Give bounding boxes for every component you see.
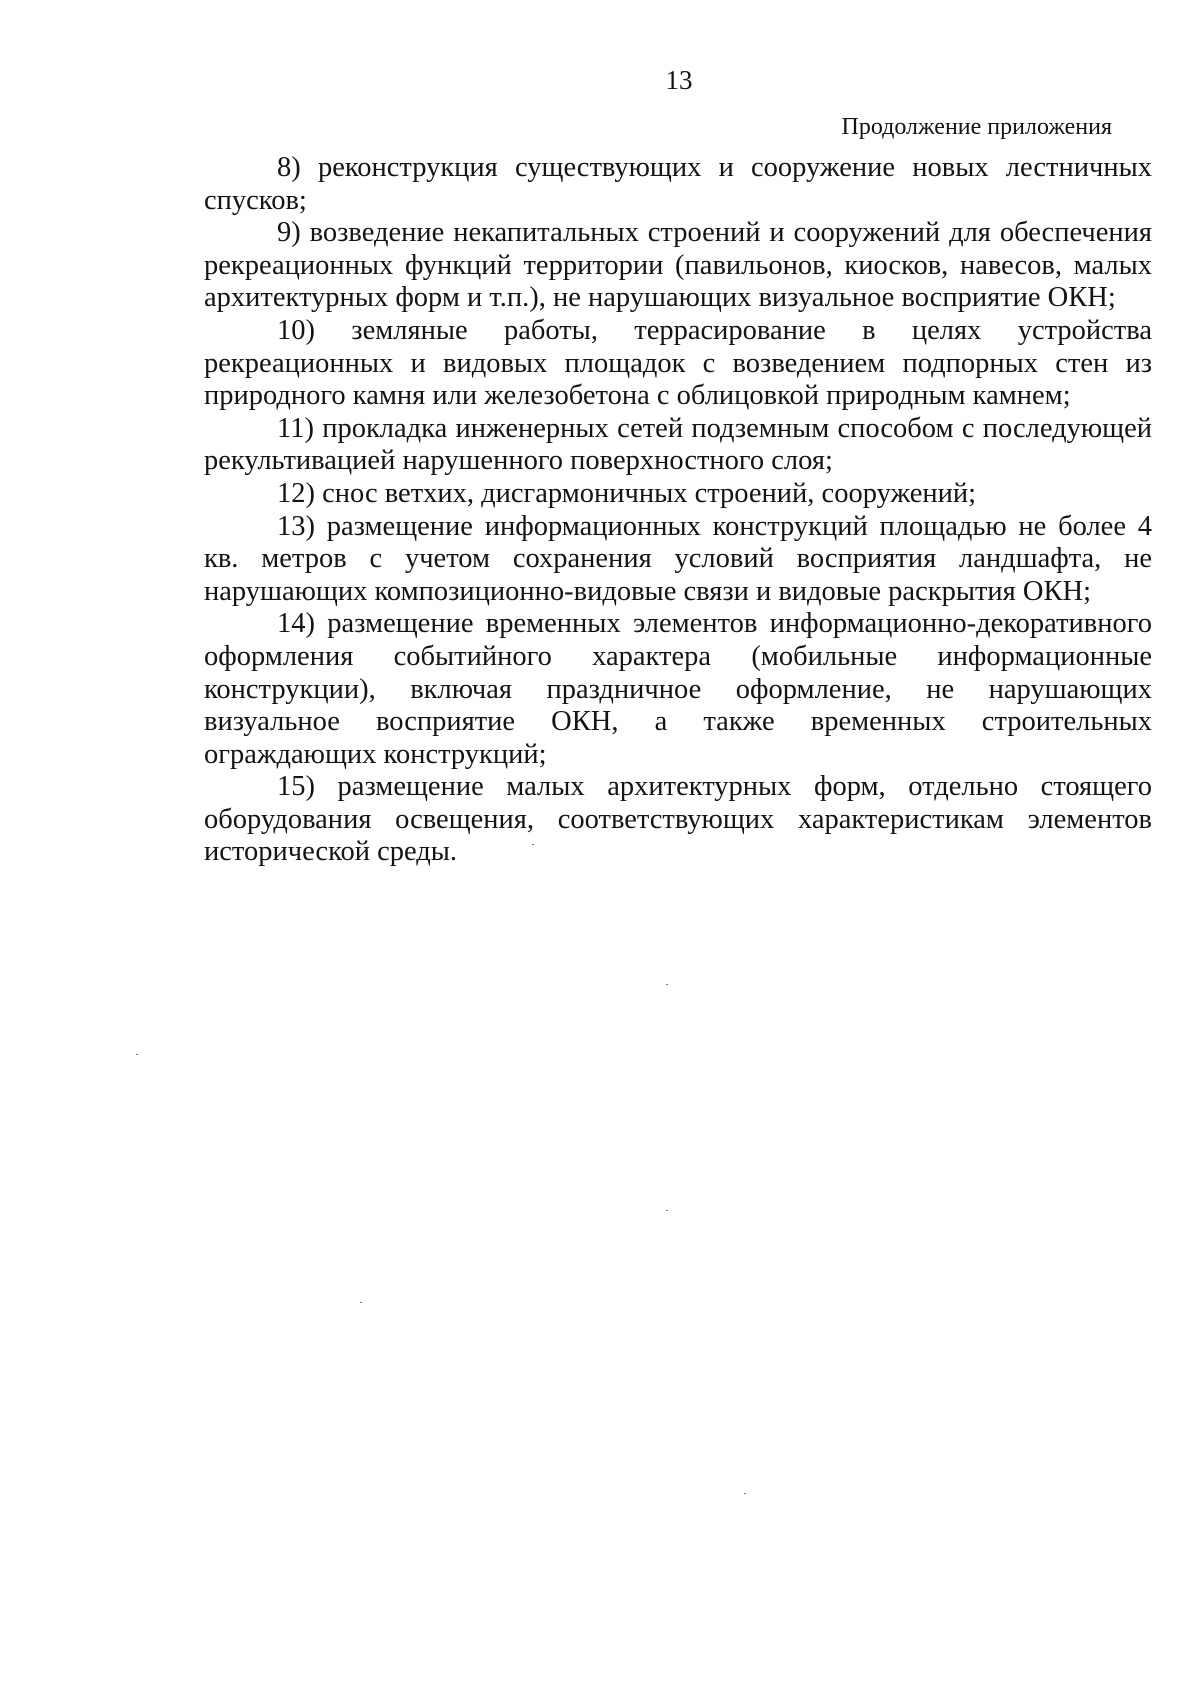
list-item-8: 8) реконструкция существующих и сооружение новых лестничных спусков; [204, 152, 1152, 216]
scan-speck [360, 1302, 362, 1303]
list-item-12: 12) снос ветхих, дисгармоничных строений, сооружений; [277, 477, 977, 509]
list-item-15: 15) размещение малых архитектурных форм, отдельно стоящего оборудования освещения, соответствующих характеристикам элементов исторической среды. [204, 771, 1152, 868]
document-body [204, 152, 1152, 869]
list-item-14: 14) размещение временных элементов информационно-декоративного оформления событийного характера (мобильные информационные конструкции), включая праздничное оформление, не нарушающих визуальное восприятие ОКН, а также временных строительных ограждающих конструкций; [204, 608, 1152, 770]
scan-speck [666, 1210, 668, 1211]
scan-speck [744, 1493, 746, 1494]
scan-speck [532, 844, 534, 845]
list-item-11: 11) прокладка инженерных сетей подземным способом с последующей рекультивацией нарушенного поверхностного слоя; [204, 412, 1152, 477]
list-item-10: 10) земляные работы, террасирование в целях устройства рекреационных и видовых площадок с возведением подпорных стен из природного камня или железобетона с облицовкой природным камнем; [204, 314, 1152, 412]
scan-speck [666, 984, 668, 985]
list-item-9: 9) возведение некапитальных строений и сооружений для обеспечения рекреационных функций территории (павильонов, киосков, навесов, малых архитектурных форм и т.п.), не нарушающих визуальное восприятие ОКН; [204, 217, 1152, 314]
page-number: 13 [665, 65, 693, 95]
scan-speck [136, 1054, 138, 1055]
continuation-note: Продолжение приложения [841, 114, 1112, 140]
list-item-13: 13) размещение информационных конструкций площадью не более 4 кв. метров с учетом сохранения условий восприятия ландшафта, не нарушающих композиционно-видовые связи и видовые раскрытия ОКН; [204, 510, 1152, 607]
